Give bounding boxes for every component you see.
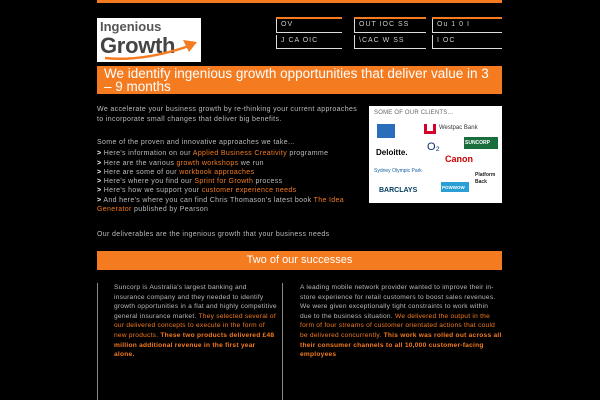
item-text: Here's where you find our bbox=[103, 178, 195, 186]
bullet-arrow-icon: > bbox=[97, 187, 102, 195]
logo-text-growth: Growth bbox=[100, 33, 176, 58]
item-text: Here are the various bbox=[103, 159, 177, 167]
logo-text-ingenious: Ingenious bbox=[100, 19, 162, 34]
item-text: And here's where you can find Chris Thomason's latest book bbox=[103, 196, 314, 204]
nav-item-publications[interactable]: J CA OIC bbox=[276, 35, 342, 49]
link-growth-workshops[interactable]: growth workshops bbox=[176, 159, 239, 167]
case-text: A leading mobile network provider wanted to improve their in-store experience for retail customers to boost sales revenues. We were given exceptionally tight constraints to work within due to the business situation. bbox=[300, 284, 496, 320]
item-text: Here are some of our bbox=[103, 168, 180, 176]
intro-text: We accelerate your business growth by re-thinking your current approaches to incorporate small changes that deliver big benefits. bbox=[97, 106, 358, 123]
link-customer-experience[interactable]: customer experience needs bbox=[201, 187, 297, 195]
hero-banner bbox=[97, 66, 502, 94]
bullet-arrow-icon: > bbox=[97, 159, 102, 167]
list-item bbox=[97, 149, 367, 158]
platform-back-logo: Platform Back bbox=[475, 172, 496, 185]
list-item bbox=[97, 196, 367, 215]
westpac-logo: Westpac Bank bbox=[439, 125, 478, 131]
bullet-arrow-icon: > bbox=[97, 168, 102, 176]
main-nav bbox=[276, 17, 502, 51]
bullet-arrow-icon: > bbox=[97, 178, 102, 186]
amex-logo bbox=[377, 124, 395, 138]
approaches-list bbox=[97, 138, 367, 214]
case-result: These two products delivered £48 million additional revenue in the first year alone. bbox=[114, 331, 275, 359]
sydney-olympic-park-logo: Sydney Olympic Park bbox=[374, 168, 422, 174]
approaches-lead: Some of the proven and innovative approaches we take... bbox=[97, 139, 295, 146]
nav-item-output[interactable]: Ou 1 0 I bbox=[432, 19, 502, 33]
successes-title: Two of our successes bbox=[246, 254, 353, 266]
link-idea-generator[interactable]: The Idea Generator bbox=[97, 196, 345, 214]
nav-item-overview[interactable]: OV bbox=[276, 19, 342, 33]
successes-banner bbox=[97, 251, 502, 270]
canon-logo: Canon bbox=[445, 154, 473, 164]
bullet-arrow-icon: > bbox=[97, 196, 102, 204]
case-result: This work was rolled out across all their consumer channels to all 10,000 customer-facing employees bbox=[300, 331, 502, 359]
list-item bbox=[97, 186, 367, 195]
success-case-mobile bbox=[282, 283, 502, 400]
list-item bbox=[97, 177, 367, 186]
logo[interactable] bbox=[97, 18, 201, 62]
item-text: programme bbox=[287, 150, 329, 158]
nav-item-contact[interactable]: I OC bbox=[432, 35, 502, 49]
item-text: published by Pearson bbox=[131, 206, 209, 214]
case-highlight: They selected several of our delivered concepts to execute in the form of new products. bbox=[114, 312, 276, 339]
bullet-arrow-icon: > bbox=[97, 150, 102, 158]
link-sprint-for-growth[interactable]: Sprint for Growth bbox=[194, 178, 254, 186]
case-highlight: We delivered the output in the form of four streams of customer orientated actions that could be delivered concurrently. bbox=[300, 312, 496, 339]
top-accent-bar bbox=[97, 0, 502, 3]
link-applied-business-creativity[interactable]: Applied Business Creativity bbox=[192, 150, 288, 158]
o2-logo: O₂ bbox=[427, 141, 440, 153]
nav-item-outcomes[interactable]: OUT IOC SS bbox=[354, 19, 426, 33]
link-workbook-approaches[interactable]: workbook approaches bbox=[179, 168, 255, 176]
clients-panel bbox=[369, 106, 502, 203]
item-text: we run bbox=[238, 159, 264, 167]
item-text: Here's information on our bbox=[103, 150, 193, 158]
list-item bbox=[97, 168, 367, 177]
powwow-logo: POWWOW bbox=[441, 182, 469, 192]
growth-arrow-icon bbox=[97, 18, 201, 62]
suncorp-logo: SUNCORP bbox=[464, 137, 498, 149]
deliverables-text: Our deliverables are the ingenious growth that your business needs bbox=[97, 231, 330, 238]
item-text: Here's how we support your bbox=[103, 187, 202, 195]
hero-headline: We identify ingenious growth opportunities that deliver value in 3 – 9 months bbox=[104, 66, 489, 94]
clients-title: SOME OF OUR CLIENTS... bbox=[374, 110, 454, 116]
deloitte-logo: Deloitte. bbox=[376, 148, 408, 157]
success-case-suncorp bbox=[97, 283, 277, 400]
item-text: process bbox=[253, 178, 283, 186]
case-text: Suncorp is Australia's largest banking and insurance company and they needed to identify growth opportunities in a flat and highly competitive general insurance market. bbox=[114, 284, 277, 320]
list-item bbox=[97, 159, 367, 168]
nav-item-successes[interactable]: \CAC W SS bbox=[354, 35, 426, 49]
westpac-logo-mark bbox=[424, 124, 436, 134]
barclays-logo: BARCLAYS bbox=[379, 187, 418, 194]
